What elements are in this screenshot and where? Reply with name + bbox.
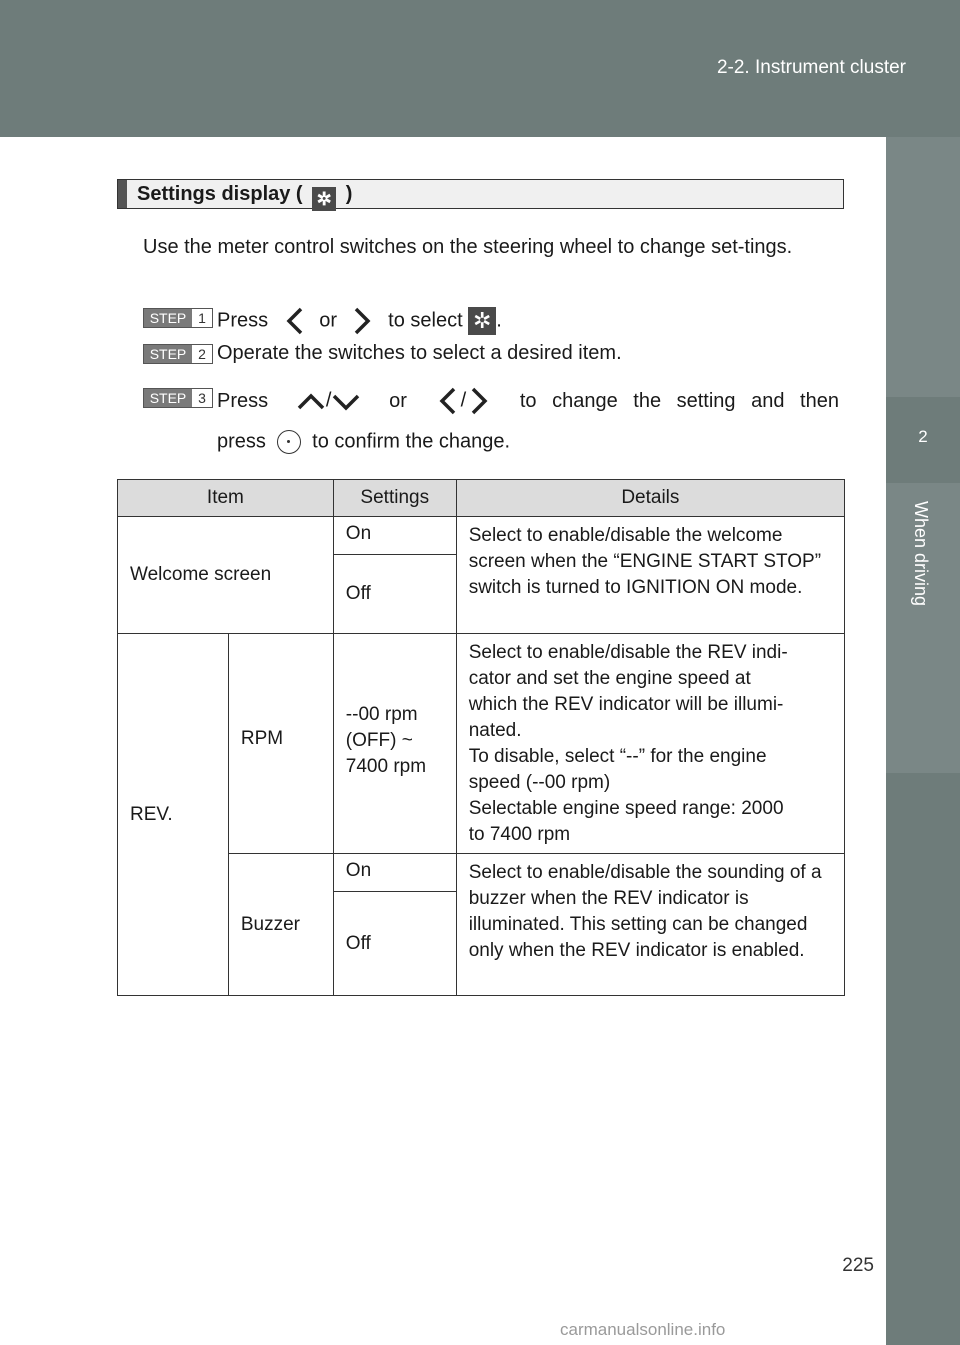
rev-item: REV. [118,634,229,996]
rpm-setting [333,634,456,854]
slash-text: / [325,389,332,412]
header-item: Item [118,480,334,517]
buzzer-details: Select to enable/disable the sounding of a buzzer when the REV indicator is illuminated. This setting can be changed only when the REV indicator is enabled. [456,854,844,996]
rpm-setting-line: 7400 rpm [345,756,427,777]
period-text: . [496,309,502,332]
settings-table [117,479,845,996]
settings-display-heading [117,179,844,209]
rpm-details-line: Select to enable/disable the REV indi- [468,642,788,663]
intro-paragraph: Use the meter control switches on the steering wheel to change set-tings. [143,236,793,258]
rpm-details-line: speed (--00 rpm) [468,772,611,793]
rpm-label: RPM [228,634,333,854]
welcome-on: On [333,517,456,555]
table-row [118,634,845,854]
chevron-left-icon [435,386,461,416]
press-text: press [217,430,266,453]
press-text: Press [217,389,269,412]
rpm-details-line: to 7400 rpm [468,824,571,845]
center-button-icon [277,430,301,454]
or-text: or [319,309,338,332]
section-title: 2-2. Instrument cluster [716,57,906,78]
heading-bar [118,180,127,208]
press-text: Press [217,309,269,332]
table-header-row [118,480,845,517]
step-label: STEP [149,346,187,362]
step-3-tail: to change the setting and then [519,389,839,412]
buzzer-off: Off [333,892,456,996]
step-label: STEP [149,390,187,406]
rpm-details-line: cator and set the engine speed at [468,668,751,689]
welcome-item: Welcome screen [118,517,334,634]
table-row [118,517,845,555]
chevron-left-icon [274,306,314,336]
chevron-down-icon [331,388,361,414]
watermark-link[interactable]: carmanualsonline.info [560,1320,726,1339]
step-badge [143,388,213,408]
gear-icon: ✲ [312,187,336,211]
step-number: 1 [192,309,212,327]
step-badge [143,308,213,328]
step-number: 3 [192,389,212,407]
gear-icon: ✲ [468,307,496,335]
rpm-details-line: which the REV indicator will be illumi- [468,694,784,715]
chevron-right-icon [466,386,492,416]
page-header [0,0,960,137]
side-tab-bottom [886,773,960,1345]
rpm-setting-line: (OFF) ~ [345,730,413,751]
side-tab-top [886,137,960,397]
to-select-text: to select [388,309,463,332]
chapter-number: 2 [918,427,928,446]
step-badge [143,344,213,364]
chapter-label-tab [886,483,960,773]
header-settings: Settings [333,480,456,517]
chevron-right-icon [343,306,383,336]
step-number: 2 [192,345,212,363]
header-details: Details [456,480,844,517]
rpm-details-line: Selectable engine speed range: 2000 [468,798,784,819]
rpm-details-line: To disable, select “--” for the engine [468,746,767,767]
chapter-label: When driving [911,501,931,607]
page-number: 225 [842,1255,874,1276]
slash-text: / [460,389,467,412]
chapter-number-tab [886,397,960,483]
confirm-text: to confirm the change. [312,430,511,453]
or-text: or [389,389,407,412]
heading-text-before: Settings display ( [137,183,303,205]
buzzer-on: On [333,854,456,892]
chevron-up-icon [296,388,326,414]
buzzer-label: Buzzer [228,854,333,996]
rpm-details-line: nated. [468,720,522,741]
welcome-details: Select to enable/disable the welcome screen when the “ENGINE START STOP” switch is turned to IGNITION ON mode. [456,517,844,634]
step-label: STEP [149,310,187,326]
heading-text-after: ) [345,183,353,205]
welcome-off: Off [333,555,456,634]
step-2-text: Operate the switches to select a desired item. [217,342,622,364]
rpm-setting-line: --00 rpm [345,704,418,725]
rpm-details [456,634,844,854]
